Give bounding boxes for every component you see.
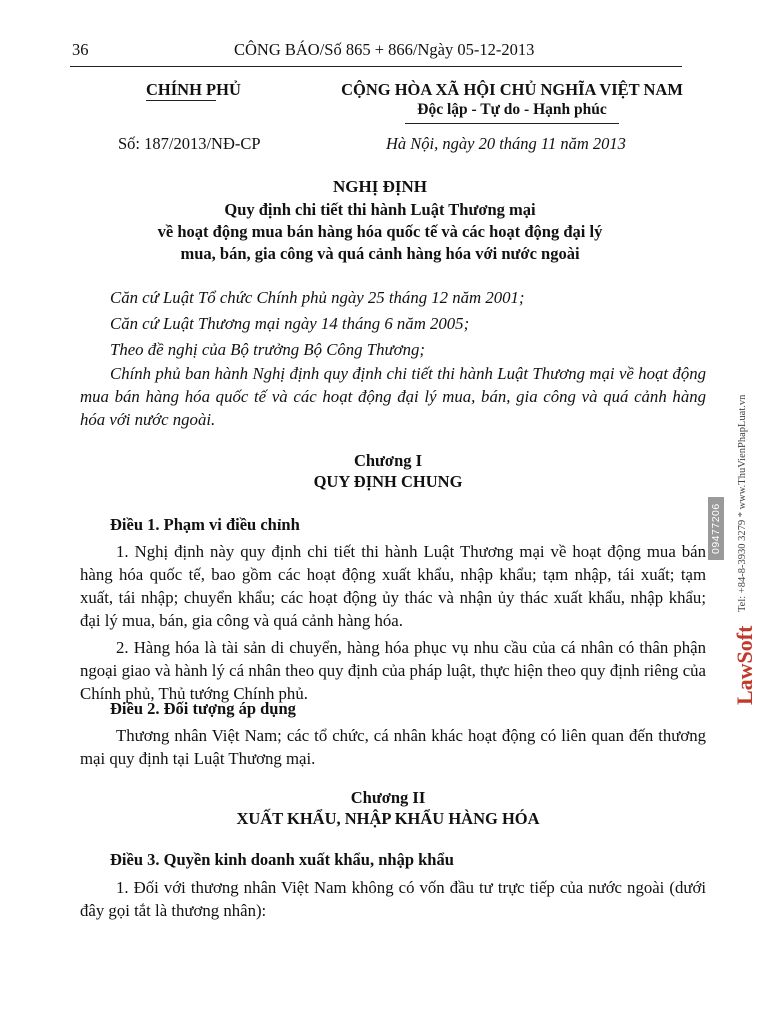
document-title [80,199,680,265]
article-2-para-1: Thương nhân Việt Nam; các tổ chức, cá nhân khác hoạt động có liên quan đến thương mại quy định tại Luật Thương mại. [80,726,706,768]
watermark-sidebar [702,0,762,1024]
doc-id-badge: 09477206 [708,497,724,560]
preamble-line-4: Chính phủ ban hành Nghị định quy định chi tiết thi hành Luật Thương mại về hoạt động mua bán hàng hóa quốc tế và các hoạt động đại lý mua, bán, gia công và quá cảnh hàng hóa với nước ngoài. [80,364,706,429]
title-line-3: mua, bán, gia công và quá cảnh hàng hóa với nước ngoài [180,244,580,263]
nation-name: CỘNG HÒA XÃ HỘI CHỦ NGHĨA VIỆT NAM [341,80,683,99]
chapter-2-label: Chương II [350,788,426,807]
article-3-heading: Điều 3. Quyền kinh doanh xuất khẩu, nhập khẩu [110,850,454,869]
article-1-heading: Điều 1. Phạm vi điều chỉnh [110,515,300,534]
chapter-1-title: QUY ĐỊNH CHUNG [313,472,463,491]
agency-underline [146,100,216,101]
title-line-2: về hoạt động mua bán hàng hóa quốc tế và các hoạt động đại lý [157,222,603,241]
document-type: NGHỊ ĐỊNH [333,177,427,196]
title-line-1: Quy định chi tiết thi hành Luật Thương mại [224,200,536,219]
article-2-heading: Điều 2. Đối tượng áp dụng [110,699,296,718]
article-1-body [80,540,706,705]
gazette-header: CÔNG BÁO/Số 865 + 866/Ngày 05-12-2013 [234,40,535,59]
motto-underline [405,123,619,124]
preamble-line-3: Theo đề nghị của Bộ trưởng Bộ Công Thương; [110,340,425,359]
chapter-1-label: Chương I [353,451,423,470]
watermark-contact: Tel: +84-8-3930 3279 * www.ThuVienPhapLuat.vn [737,394,748,612]
lawsoft-logo: LawSoft [732,625,757,705]
chapter-2-title: XUẤT KHẨU, NHẬP KHẨU HÀNG HÓA [236,809,540,828]
header-divider [70,66,682,67]
preamble-line-2: Căn cứ Luật Thương mại ngày 14 tháng 6 năm 2005; [110,314,470,333]
doc-number: Số: 187/2013/NĐ-CP [118,134,261,153]
nation-motto: Độc lập - Tự do - Hạnh phúc [417,101,607,118]
article-2-body [80,724,706,770]
agency-name: CHÍNH PHỦ [146,80,241,99]
article-3-para-1: 1. Đối với thương nhân Việt Nam không có vốn đầu tư trực tiếp của nước ngoài (dưới đây gọi tắt là thương nhân): [80,878,706,920]
place-date: Hà Nội, ngày 20 tháng 11 năm 2013 [386,134,626,153]
page-number: 36 [72,40,89,59]
article-1-para-2: 2. Hàng hóa là tài sản di chuyển, hàng hóa phục vụ nhu cầu của cá nhân có thân phận ngoại giao và hành lý cá nhân theo quy định của pháp luật, thực hiện theo quy định riêng của Chính phủ, Thủ tướng Chính phủ. [80,638,706,703]
preamble-decision [80,362,706,431]
article-1-para-1: 1. Nghị định này quy định chi tiết thi hành Luật Thương mại về hoạt động mua bán hàng hóa quốc tế, bao gồm các hoạt động xuất khẩu, nhập khẩu; tạm nhập, tái xuất; tạm xuất, tái nhập; chuyển khẩu; các hoạt động ủy thác và nhận ủy thác xuất khẩu, nhập khẩu; đại lý mua, bán, gia công và quá cảnh hàng hóa. [80,542,706,630]
preamble-line-1: Căn cứ Luật Tổ chức Chính phủ ngày 25 tháng 12 năm 2001; [110,288,525,307]
article-3-body [80,876,706,922]
preamble [110,286,706,364]
